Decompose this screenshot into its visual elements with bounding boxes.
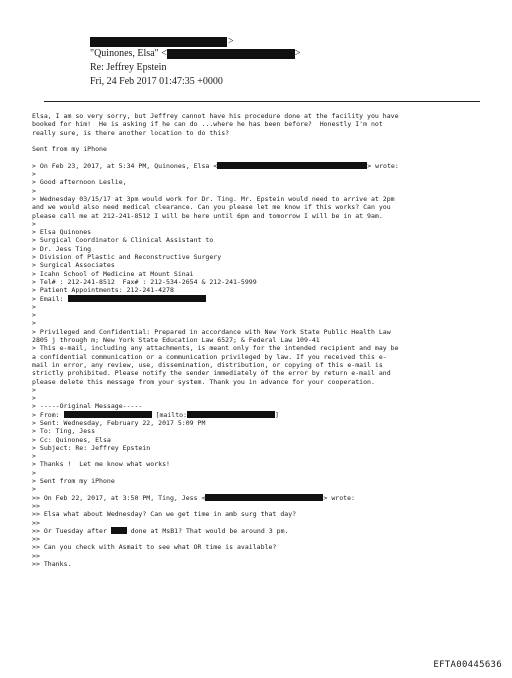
body-line xyxy=(32,228,502,236)
body-line xyxy=(32,444,502,452)
body-line xyxy=(32,494,502,502)
body-line xyxy=(32,261,502,269)
body-line-text: > xyxy=(32,468,36,477)
body-line xyxy=(32,278,502,286)
body-line-text: please call me at 212-241-8512 I will be here until 6pm and tomorrow I will be in at 9am. xyxy=(32,211,383,220)
body-line xyxy=(32,543,502,551)
body-line-text: > xyxy=(32,219,36,228)
body-line xyxy=(32,353,502,361)
body-line xyxy=(32,460,502,468)
body-line xyxy=(32,510,502,518)
body-inline-text: > wrote: xyxy=(323,493,355,502)
body-line xyxy=(32,236,502,244)
body-line-text: > xyxy=(32,394,36,403)
body-line-text: > Patient Appointments: 212-241-4278 xyxy=(32,286,174,295)
body-line-text: > Dr. Jess Ting xyxy=(32,244,92,253)
body-line-text: really sure, is there another location to do this? xyxy=(32,128,230,137)
body-line xyxy=(32,535,502,543)
body-line xyxy=(32,344,502,352)
redaction-bar xyxy=(68,295,206,302)
body-line xyxy=(32,286,502,294)
body-line-text: >> On Feb 22, 2017, at 3:50 PM, Ting, Jess < xyxy=(32,493,206,502)
body-line-text: >> xyxy=(32,501,40,510)
body-line xyxy=(32,195,502,203)
body-line xyxy=(32,319,502,327)
body-line-text: > Surgical Associates xyxy=(32,261,115,270)
body-line-text: > Subject: Re: Jeffrey Epstein xyxy=(32,443,151,452)
redaction-bar xyxy=(167,49,295,59)
to-suffix: > xyxy=(294,48,301,59)
body-line-text: and we would also need medical clearance. Can you please let me know if this works? Can you xyxy=(32,203,391,212)
body-line-text: Sent from my iPhone xyxy=(32,145,107,154)
body-line-text: > xyxy=(32,302,36,311)
body-line xyxy=(32,145,502,153)
body-line xyxy=(32,162,502,170)
body-line-text: > Good afternoon Leslie, xyxy=(32,178,127,187)
redaction-bar xyxy=(217,162,367,169)
body-line xyxy=(32,203,502,211)
body-line xyxy=(32,560,502,568)
body-line xyxy=(32,187,502,195)
body-line-text: please delete this message from your system. Thank you in advance for your cooperation. xyxy=(32,377,375,386)
body-line-text: > Wednesday 03/15/17 at 3pm would work for Dr. Ting. Mr. Epstein would need to arrive at 2pm xyxy=(32,194,395,203)
body-line xyxy=(32,386,502,394)
body-line xyxy=(32,552,502,560)
redaction-bar xyxy=(111,527,127,534)
body-line-text: > xyxy=(32,311,36,320)
body-line-text: > On Feb 23, 2017, at 5:34 PM, Quinones, Elsa < xyxy=(32,161,218,170)
body-line xyxy=(32,295,502,303)
subject-value: Re: Jeffrey Epstein xyxy=(90,62,167,73)
body-line-text: > Elsa Quinones xyxy=(32,228,92,237)
body-line-text: > Privileged and Confidential: Prepared in accordance with New York State Public Health Law xyxy=(32,327,391,336)
body-line xyxy=(32,477,502,485)
body-line xyxy=(32,402,502,410)
body-line xyxy=(32,178,502,186)
redaction-bar xyxy=(64,411,152,418)
body-line xyxy=(32,253,502,261)
body-line-text: >> xyxy=(32,518,40,527)
body-line-text: > From: xyxy=(32,410,60,419)
body-line-text: Elsa, I am so very sorry, but Jeffrey cannot have his procedure done at the facility you have xyxy=(32,112,399,120)
body-line-text: mail in error, any review, use, dissemination, distribution, or copying of this e-mail is xyxy=(32,360,383,369)
to-name: "Quinones, Elsa" < xyxy=(90,48,167,59)
body-line xyxy=(32,361,502,369)
body-line xyxy=(32,336,502,344)
email-body xyxy=(32,112,502,568)
body-line-text: strictly prohibited. Please notify the sender immediately of the error by return e-mail and xyxy=(32,369,391,378)
body-line xyxy=(32,220,502,228)
body-line-text: > xyxy=(32,170,36,179)
body-line-text: 2805 j through m; New York State Education Law 6527; & Federal Law 109-41 xyxy=(32,336,320,345)
body-line xyxy=(32,137,502,145)
header-divider xyxy=(44,101,480,102)
body-line-text: > Thanks ! Let me know what works! xyxy=(32,460,170,469)
body-line xyxy=(32,485,502,493)
body-line xyxy=(32,527,502,535)
body-line xyxy=(32,519,502,527)
body-line-text: > To: Ting, Jess xyxy=(32,427,96,436)
body-line-text: >> Can you check with Asmait to see what OR time is available? xyxy=(32,543,277,552)
body-line-text: >> Elsa what about Wednesday? Can we get time in amb surg that day? xyxy=(32,510,297,519)
body-line xyxy=(32,369,502,377)
body-line xyxy=(32,303,502,311)
body-line xyxy=(32,129,502,137)
body-line-text: > This e-mail, including any attachments, is meant only for the intended recipient and may be xyxy=(32,344,399,353)
body-inline-text: done at MsB1? That would be around 3 pm. xyxy=(130,526,289,535)
body-line-text: > Tel# : 212-241-8512 Fax# : 212-534-2654 & 212-241-5999 xyxy=(32,277,257,286)
body-line-text: > xyxy=(32,186,36,195)
body-line-text: >> xyxy=(32,535,40,544)
redaction-bar xyxy=(187,411,275,418)
body-line xyxy=(32,153,502,161)
document-id: EFTA00445636 xyxy=(433,660,502,670)
body-line-text: > Division of Plastic and Reconstructive Surgery xyxy=(32,253,222,262)
body-line xyxy=(32,270,502,278)
body-line xyxy=(32,427,502,435)
body-inline-text: [mailto: xyxy=(155,410,188,419)
body-line xyxy=(32,378,502,386)
body-line xyxy=(32,411,502,419)
redaction-bar xyxy=(90,37,227,47)
body-line xyxy=(32,245,502,253)
body-line-text: > Sent: Wednesday, February 22, 2017 5:09 PM xyxy=(32,418,206,427)
body-line xyxy=(32,436,502,444)
body-line-text: > xyxy=(32,385,36,394)
date-value: Fri, 24 Feb 2017 01:47:35 +0000 xyxy=(90,76,223,87)
body-line-text: > Cc: Quinones, Elsa xyxy=(32,435,111,444)
body-line-text: > Icahn School of Medicine at Mount Sinai xyxy=(32,269,194,278)
body-line-text: >> Or Tuesday after xyxy=(32,526,107,535)
redaction-bar xyxy=(205,494,323,501)
body-line-text: a confidential communication or a communication privileged by law. If you received this e- xyxy=(32,352,387,361)
body-line xyxy=(32,112,502,120)
body-line-text: > xyxy=(32,319,36,328)
body-line-text: > xyxy=(32,452,36,461)
body-line-text: > Sent from my iPhone xyxy=(32,477,115,486)
body-line-text: > xyxy=(32,485,36,494)
body-inline-text: > wrote: xyxy=(367,161,399,170)
body-line xyxy=(32,212,502,220)
to-value xyxy=(90,48,301,59)
body-line xyxy=(32,328,502,336)
body-line-text: booked for him! He is asking if he can do ...where he has been before? Honestly I'm not xyxy=(32,120,383,129)
body-line-text: > Surgical Coordinator & Clinical Assistant to xyxy=(32,236,214,245)
body-line xyxy=(32,419,502,427)
body-line xyxy=(32,502,502,510)
body-line xyxy=(32,311,502,319)
body-line-text: > Email: xyxy=(32,294,64,303)
body-line-text: >> xyxy=(32,551,40,560)
body-line xyxy=(32,452,502,460)
body-line xyxy=(32,170,502,178)
body-line xyxy=(32,394,502,402)
body-line-text: >> Thanks. xyxy=(32,560,72,569)
body-line-text: > -----Original Message----- xyxy=(32,402,143,411)
body-line xyxy=(32,469,502,477)
body-inline-text: ] xyxy=(275,410,279,419)
body-line xyxy=(32,120,502,128)
from-value: > xyxy=(90,36,234,47)
